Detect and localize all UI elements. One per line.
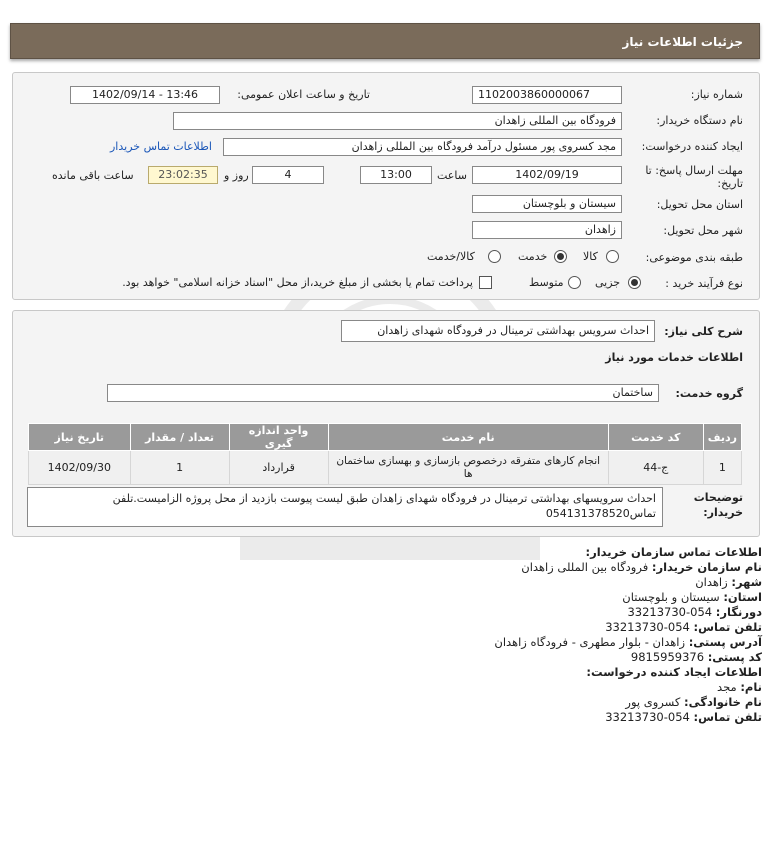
description-label: توضیحات [693,491,743,504]
org-province-line [22,590,762,605]
remaining-time-field: 23:02:35 [148,166,218,184]
creator-last-name-value: کسروی پور [625,695,681,709]
deadline-label: مهلت ارسال پاسخ: تا [645,164,743,177]
services-heading: اطلاعات خدمات مورد نیاز [605,351,743,364]
delivery-province-label: استان محل تحویل: [656,198,743,211]
service-group-label: گروه خدمت: [675,387,743,400]
row-number: 1 [703,451,741,485]
buyer-contact-link[interactable]: اطلاعات تماس خریدار [110,140,212,153]
creator-contact-heading: اطلاعات ایجاد کننده درخواست: [586,665,762,679]
creator-first-name-value: مجد [717,680,737,694]
days-remaining-field: 4 [252,166,324,184]
creator-phone-value: 054-33213730 [605,710,690,724]
deadline-time-field: 13:00 [360,166,432,184]
org-address-value: زاهدان - بلوار مطهری - فرودگاه زاهدان [494,635,686,649]
purchase-type-label: نوع فرآیند خرید : [665,277,743,290]
category-label: طبقه بندی موضوعی: [645,251,743,264]
contact-section [22,545,762,725]
service-group-field: ساختمان [107,384,659,402]
category-goods-label: کالا [583,250,598,263]
announce-date-label: تاریخ و ساعت اعلان عمومی: [237,88,370,101]
purchase-medium-radio[interactable] [568,276,581,289]
treasury-payment-note: پرداخت تمام یا بخشی از مبلغ خرید،از محل "اسناد خزانه اسلامی" خواهد بود. [122,276,473,289]
treasury-payment-checkbox[interactable] [479,276,492,289]
creator-phone-line [22,710,762,725]
creator-phone-label: تلفن تماس: [693,710,762,724]
buyer-org-field: فرودگاه بین المللی زاهدان [173,112,622,130]
delivery-city-field: زاهدان [472,221,622,239]
org-city-value: زاهدان [695,575,728,589]
deadline-date-label: تاریخ: [717,177,743,190]
page-header [10,23,760,59]
creator-first-name-label: نام: [740,680,762,694]
org-postal-line [22,650,762,665]
org-province-value: سیستان و بلوچستان [622,590,720,604]
deadline-date-field: 1402/09/19 [472,166,622,184]
days-label: روز و [224,169,249,182]
description-label-2: خریدار: [703,506,743,519]
need-info-panel [12,72,760,300]
page-title: جزئیات اطلاعات نیاز [622,35,743,49]
table-row [29,451,742,485]
summary-label: شرح کلی نیاز: [664,325,743,338]
creator-last-name-line [22,695,762,710]
org-phone-value: 054-33213730 [605,620,690,634]
col-service-code: کد خدمت [608,424,703,451]
row-quantity: 1 [130,451,229,485]
org-name-label: نام سازمان خریدار: [651,560,762,574]
col-quantity: تعداد / مقدار [130,424,229,451]
purchase-medium-label: متوسط [529,276,564,289]
purchase-minor-radio[interactable] [628,276,641,289]
org-phone-line [22,620,762,635]
org-name-line [22,560,762,575]
services-table-header [29,424,742,451]
delivery-province-field: سیستان و بلوچستان [472,195,622,213]
need-number-label: شماره نیاز: [690,88,743,101]
category-service-label: خدمت [518,250,548,263]
row-service-code: ج-44 [608,451,703,485]
remaining-time-label: ساعت باقی مانده [52,169,134,182]
org-fax-value: 054-33213730 [627,605,713,619]
org-postal-value: 9815959376 [630,650,705,664]
org-postal-label: کد پستی: [707,650,762,664]
org-province-label: استان: [723,590,762,604]
org-city-line [22,575,762,590]
row-service-name: انجام کارهای متفرقه درخصوص بازسازی و بهسازی ساختمان ها [328,451,608,485]
summary-field: احداث سرویس بهداشتی ترمینال در فرودگاه شهدای زاهدان [341,320,655,342]
buyer-org-label: نام دستگاه خریدار: [656,114,743,127]
col-row: ردیف [703,424,741,451]
description-field: احداث سرویسهای بهداشتی ترمینال در فرودگاه شهدای زاهدان طبق لیست پیوست بازدید از محل پروژه الزامیست.تلفن تماس054131378520 [27,487,663,527]
purchase-minor-label: جزیی [595,276,621,289]
announce-date-field: 1402/09/14 - 13:46 [70,86,220,104]
org-name-value: فرودگاه بین المللی زاهدان [521,560,649,574]
row-need-date: 1402/09/30 [29,451,131,485]
org-address-line [22,635,762,650]
category-goods-service-label: کالا/خدمت [427,250,475,263]
org-address-label: آدرس پستی: [688,635,762,649]
org-city-label: شهر: [731,575,762,589]
col-need-date: تاریخ نیاز [29,424,131,451]
category-goods-service-radio[interactable] [488,250,501,263]
creator-last-name-label: نام خانوادگی: [684,695,762,709]
col-unit: واحد اندازه گیری [229,424,328,451]
creator-field: مجد کسروی پور مسئول درآمد فرودگاه بین المللی زاهدان [223,138,622,156]
creator-label: ایجاد کننده درخواست: [641,140,743,153]
col-service-name: نام خدمت [328,424,608,451]
category-service-radio[interactable] [554,250,567,263]
row-unit: قرارداد [229,451,328,485]
need-number-field: 1102003860000067 [472,86,622,104]
deadline-time-label: ساعت [437,169,467,182]
creator-first-name-line [22,680,762,695]
org-contact-heading: اطلاعات تماس سازمان خریدار: [585,545,762,559]
services-table [28,423,742,485]
category-goods-radio[interactable] [606,250,619,263]
delivery-city-label: شهر محل تحویل: [663,224,743,237]
org-fax-label: دورنگار: [715,605,762,619]
org-phone-label: تلفن تماس: [693,620,762,634]
org-fax-line [22,605,762,620]
